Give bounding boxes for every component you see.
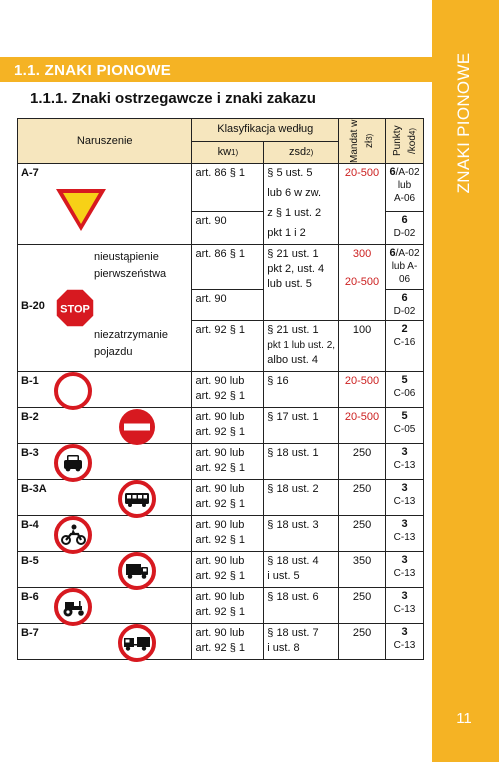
kw-cell: art. 90 lub art. 92 § 1 xyxy=(192,516,264,552)
violation-cell xyxy=(18,552,192,588)
a7-kw1: art. 86 § 1 xyxy=(192,164,264,212)
zsd-cell: § 18 ust. 2 xyxy=(264,480,339,516)
sign-code: B-4 xyxy=(21,519,39,531)
a7-mandat: 20-500 xyxy=(339,164,386,245)
svg-text:STOP: STOP xyxy=(60,303,90,316)
b20-kw1: art. 86 § 1 xyxy=(192,245,264,290)
violation-cell xyxy=(18,516,192,552)
section-title: 1.1. ZNAKI PIONOWE xyxy=(14,62,172,79)
mandat-cell: 20-500 xyxy=(339,408,386,444)
b20-zsd1: § 21 ust. 1 pkt 2, ust. 4 lub ust. 5 xyxy=(264,245,339,321)
cell-b20-violation xyxy=(18,245,192,372)
violation-cell xyxy=(18,444,192,480)
header-mandat: Mandat w $zł^{3)}$ xyxy=(339,119,386,164)
points-cell: 5 C-05 xyxy=(386,408,424,444)
b20-kw3: art. 92 § 1 xyxy=(192,321,264,372)
b20-mandat12: 300 20-500 xyxy=(339,245,386,321)
b20-mandat3: 100 xyxy=(339,321,386,372)
header-klasyfikacja: Klasyfikacja według xyxy=(192,119,339,142)
no-trailers-sign-icon xyxy=(118,624,156,667)
violation-cell xyxy=(18,588,192,624)
side-title: ZNAKI PIONOWE xyxy=(454,52,473,193)
b20-zsd2: § 21 ust. 1 pkt 1 lub ust. 2, albo ust. 4 xyxy=(264,321,339,372)
b20-kw2: art. 90 xyxy=(192,289,264,320)
mandat-cell: 250 xyxy=(339,624,386,660)
violation-cell xyxy=(18,372,192,408)
a7-zsd: § 5 ust. 5 lub 6 w zw. z § 1 ust. 2 pkt 1 i 2 xyxy=(264,164,339,245)
sign-code: B-5 xyxy=(21,555,39,567)
table-row xyxy=(18,516,424,552)
sign-code: B-3A xyxy=(21,483,47,495)
points-cell: 3 C-13 xyxy=(386,480,424,516)
zsd-cell: § 18 ust. 3 xyxy=(264,516,339,552)
table-row xyxy=(18,552,424,588)
header-punkty: Punkty /kod$^{4)}$ xyxy=(386,119,424,164)
mandat-cell: 20-500 xyxy=(339,372,386,408)
table-row xyxy=(18,588,424,624)
header-zsd: zsd$^{2)}$ xyxy=(264,141,339,164)
b20-desc1: nieustąpienie pierwszeństwa xyxy=(94,251,167,280)
b20-pts2: 6 D-02 xyxy=(386,289,424,320)
stop-sign-icon xyxy=(55,288,95,328)
mandat-cell: 250 xyxy=(339,516,386,552)
table-row xyxy=(18,444,424,480)
kw-cell: art. 90 lub art. 92 § 1 xyxy=(192,552,264,588)
table-row xyxy=(18,624,424,660)
points-cell: 3 C-13 xyxy=(386,516,424,552)
kw-cell: art. 90 lub art. 92 § 1 xyxy=(192,480,264,516)
row-b20 xyxy=(18,245,424,290)
kw-cell: art. 90 lub art. 92 § 1 xyxy=(192,372,264,408)
zsd-cell: § 16 xyxy=(264,372,339,408)
zsd-cell: § 18 ust. 7 i ust. 8 xyxy=(264,624,339,660)
yield-sign-icon xyxy=(54,186,108,234)
mandat-cell: 250 xyxy=(339,480,386,516)
header-kw: $kw^{1)}$ xyxy=(192,141,264,164)
points-cell: 3 C-13 xyxy=(386,444,424,480)
zsd-cell: § 18 ust. 4 i ust. 5 xyxy=(264,552,339,588)
table-row xyxy=(18,480,424,516)
b20-pts3: 2 C-16 xyxy=(386,321,424,372)
sign-code: B-6 xyxy=(21,591,39,603)
b20-desc2: niezatrzymanie pojazdu xyxy=(94,329,168,358)
a7-pts2: 6 D-02 xyxy=(386,211,424,244)
kw-cell: art. 90 lub art. 92 § 1 xyxy=(192,408,264,444)
sign-code: B-7 xyxy=(21,627,39,639)
subsection-title: 1.1.1. Znaki ostrzegawcze i znaki zakazu xyxy=(30,90,316,107)
kw-cell: art. 90 lub art. 92 § 1 xyxy=(192,588,264,624)
violation-cell xyxy=(18,480,192,516)
zsd-cell: § 17 ust. 1 xyxy=(264,408,339,444)
kw-cell: art. 90 lub art. 92 § 1 xyxy=(192,444,264,480)
sign-code: B-1 xyxy=(21,375,39,387)
mandat-cell: 250 xyxy=(339,588,386,624)
zsd-cell: § 18 ust. 1 xyxy=(264,444,339,480)
b20-pts1: 6/A-02 lub A-06 xyxy=(386,245,424,290)
kw-cell: art. 90 lub art. 92 § 1 xyxy=(192,624,264,660)
sign-code: B-3 xyxy=(21,447,39,459)
zsd-cell: § 18 ust. 6 xyxy=(264,588,339,624)
table-row xyxy=(18,408,424,444)
code-a7: A-7 xyxy=(21,167,39,179)
a7-kw2: art. 90 xyxy=(192,211,264,244)
points-cell: 3 C-13 xyxy=(386,624,424,660)
cell-a7-violation xyxy=(18,164,192,245)
points-cell: 3 C-13 xyxy=(386,588,424,624)
header-naruszenie: Naruszenie xyxy=(18,119,192,164)
points-cell: 5 C-06 xyxy=(386,372,424,408)
a7-pts1: 6/A-02 lub A-06 xyxy=(386,164,424,212)
row-a7 xyxy=(18,164,424,212)
mandat-cell: 250 xyxy=(339,444,386,480)
violation-cell xyxy=(18,624,192,660)
points-cell: 3 C-13 xyxy=(386,552,424,588)
mandat-cell: 350 xyxy=(339,552,386,588)
table-row xyxy=(18,372,424,408)
violation-cell xyxy=(18,408,192,444)
fines-table xyxy=(17,118,424,660)
code-b20: B-20 xyxy=(21,300,45,312)
sign-code: B-2 xyxy=(21,411,39,423)
page-number: 11 xyxy=(456,710,472,727)
